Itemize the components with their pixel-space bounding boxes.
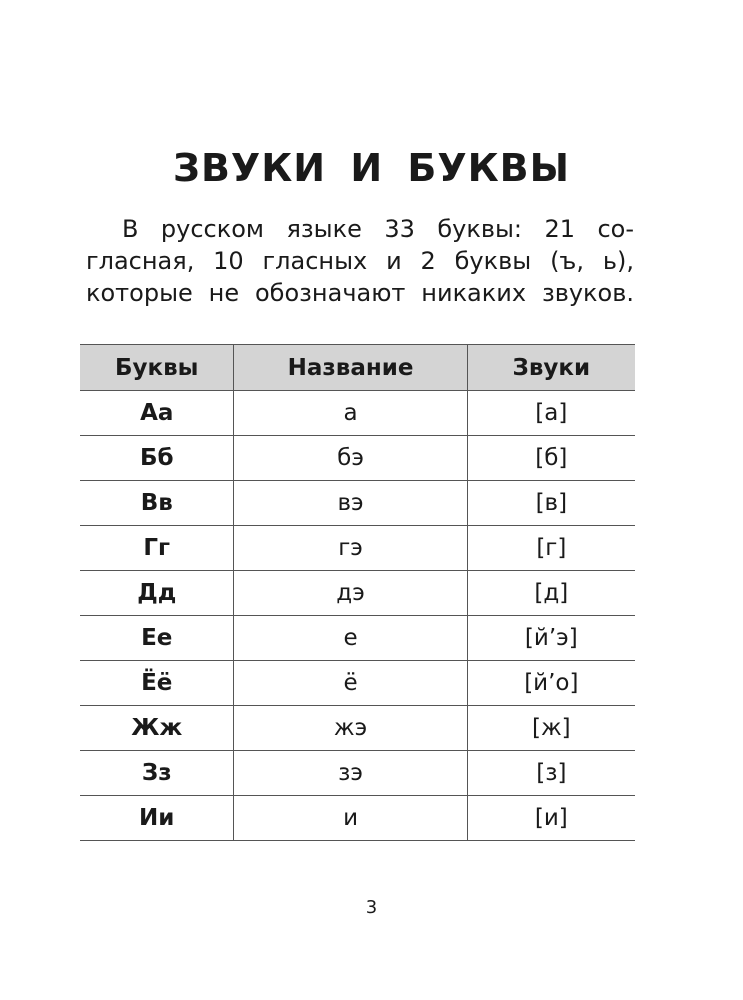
letter-cell: Бб: [80, 436, 234, 481]
letter-cell: Ёё: [80, 661, 234, 706]
sound-cell: [ж]: [467, 706, 635, 751]
letter-cell: Зз: [80, 751, 234, 796]
name-cell: и: [234, 796, 467, 841]
column-header-letters: Буквы: [80, 345, 234, 391]
table-row: [80, 571, 635, 616]
name-cell: бэ: [234, 436, 467, 481]
sound-cell: [г]: [467, 526, 635, 571]
table-row: [80, 436, 635, 481]
alphabet-table: [80, 344, 635, 841]
table-row: [80, 616, 635, 661]
page-title: ЗВУКИ И БУКВЫ: [172, 146, 571, 190]
letter-cell: Аа: [80, 391, 234, 436]
intro-line: гласная, 10 гласных и 2 буквы (ъ, ь),: [86, 247, 634, 275]
sound-cell: [в]: [467, 481, 635, 526]
page-number: 3: [365, 897, 378, 918]
column-header-name: Название: [234, 345, 467, 391]
column-header-sounds: Звуки: [467, 345, 635, 391]
sound-cell: [з]: [467, 751, 635, 796]
sound-cell: [й’о]: [467, 661, 635, 706]
table-row: [80, 526, 635, 571]
letter-cell: Ии: [80, 796, 234, 841]
sound-cell: [й’э]: [467, 616, 635, 661]
letter-cell: Дд: [80, 571, 234, 616]
intro-paragraph: [86, 213, 634, 309]
sound-cell: [д]: [467, 571, 635, 616]
table-row: [80, 661, 635, 706]
name-cell: а: [234, 391, 467, 436]
name-cell: е: [234, 616, 467, 661]
name-cell: ё: [234, 661, 467, 706]
table-row: [80, 751, 635, 796]
intro-line: В русском языке 33 буквы: 21 со-: [122, 215, 634, 243]
sound-cell: [и]: [467, 796, 635, 841]
name-cell: дэ: [234, 571, 467, 616]
letter-cell: Жж: [80, 706, 234, 751]
letter-cell: Гг: [80, 526, 234, 571]
table-row: [80, 796, 635, 841]
name-cell: вэ: [234, 481, 467, 526]
intro-line: которые не обозначают никаких звуков.: [86, 279, 634, 307]
letter-cell: Вв: [80, 481, 234, 526]
name-cell: гэ: [234, 526, 467, 571]
sound-cell: [а]: [467, 391, 635, 436]
table-row: [80, 481, 635, 526]
letter-cell: Ее: [80, 616, 234, 661]
table-row: [80, 706, 635, 751]
table-header-row: [80, 345, 635, 391]
name-cell: жэ: [234, 706, 467, 751]
table-row: [80, 391, 635, 436]
sound-cell: [б]: [467, 436, 635, 481]
name-cell: зэ: [234, 751, 467, 796]
